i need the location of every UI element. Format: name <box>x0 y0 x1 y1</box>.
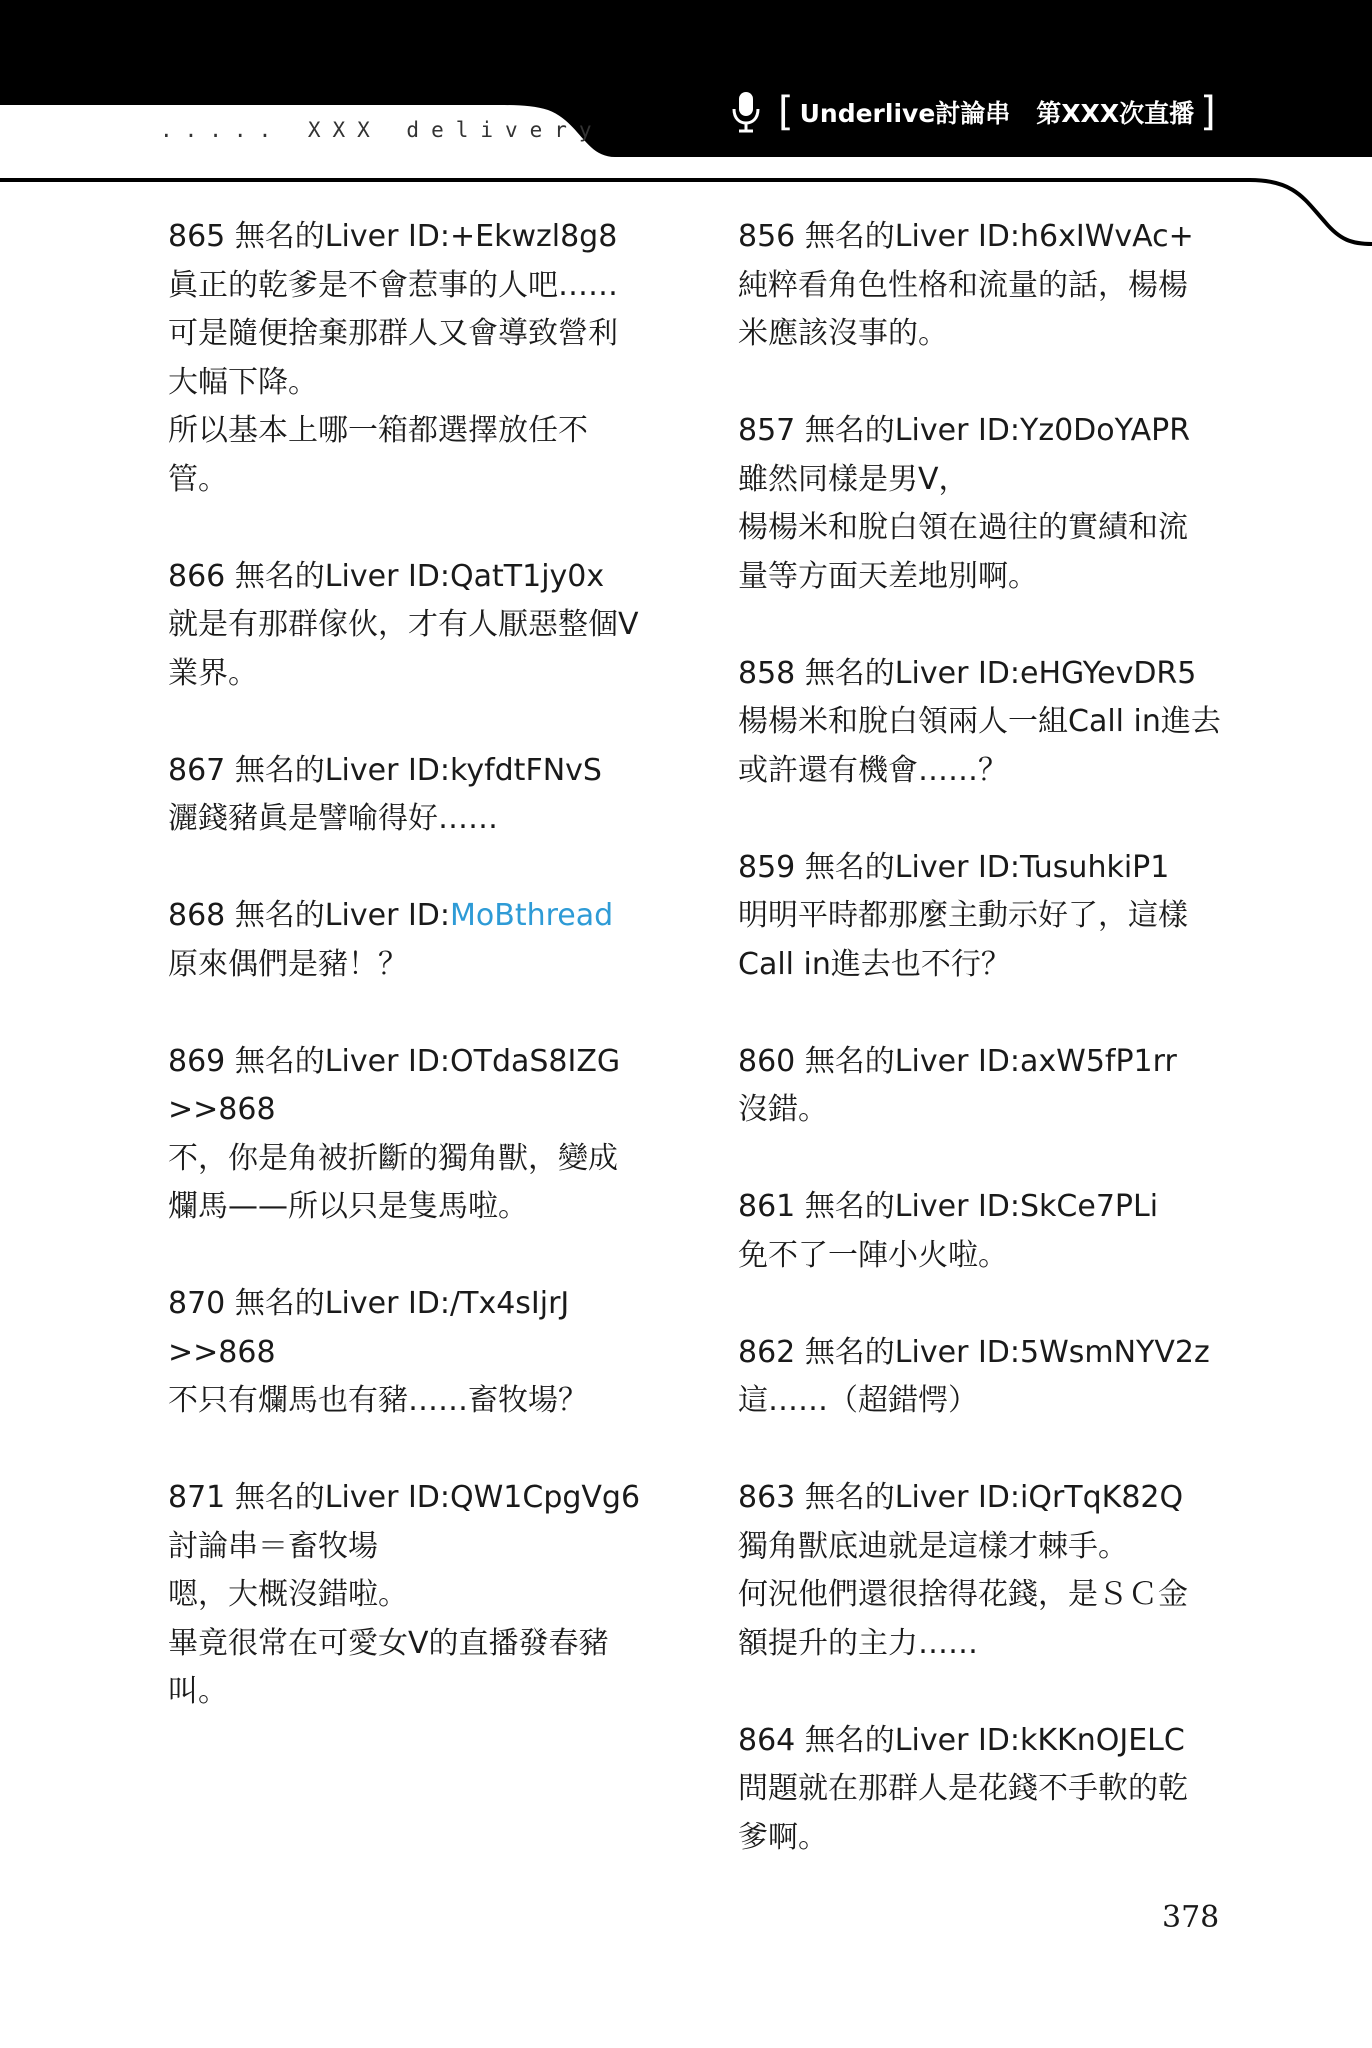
post <box>168 1474 658 1717</box>
stream-label: 第XXX次直播 <box>1036 99 1195 128</box>
poster-id: 5WsmNYV2z <box>1020 1334 1210 1370</box>
thread-title: Underlive討論串 <box>799 99 1011 128</box>
post-text-line: 大幅下降。 <box>168 364 318 400</box>
post-number: 860 <box>738 1043 796 1079</box>
poster-id-prefix: ID: <box>977 1480 1021 1515</box>
post-number: 856 <box>738 219 796 254</box>
poster-id-prefix: ID: <box>407 219 451 254</box>
post-text-line: 爛馬——所以只是隻馬啦。 <box>168 1189 528 1224</box>
post-text-line: 業界。 <box>168 655 258 691</box>
poster-id-prefix: ID: <box>407 558 451 594</box>
poster-id-prefix: ID: <box>977 1722 1021 1758</box>
poster-id-prefix: ID: <box>407 1480 451 1515</box>
poster-id: eHGYevDR5 <box>1020 655 1197 691</box>
poster-name: 無名的Liver <box>234 898 399 933</box>
post-header <box>168 213 658 262</box>
post-number: 865 <box>168 219 226 254</box>
post-number: 863 <box>738 1480 796 1515</box>
post-text-line: 原來偶們是豬！？ <box>168 946 408 982</box>
post-text-line: 不只有爛馬也有豬……畜牧場？ <box>168 1383 588 1418</box>
post-text-line: 所以基本上哪一箱都選擇放任不 <box>168 413 588 448</box>
poster-name: 無名的Liver <box>234 219 399 254</box>
post <box>168 747 658 844</box>
post-text-line: 沒錯。 <box>738 1092 828 1127</box>
poster-id-prefix: ID: <box>977 219 1021 254</box>
poster-id: iQrTqK82Q <box>1020 1480 1184 1515</box>
post-text-line: Call in進去也不行？ <box>738 946 1011 982</box>
post-number: 862 <box>738 1334 796 1370</box>
post-text-line: 不，你是角被折斷的獨角獸，變成 <box>168 1140 618 1176</box>
post-header <box>168 1038 658 1087</box>
poster-name: 無名的Liver <box>234 1286 399 1321</box>
poster-id-prefix: ID: <box>407 1286 451 1321</box>
bracket-open: [ <box>778 89 794 135</box>
post-number: 867 <box>168 752 226 788</box>
post-text-line: 明明平時都那麼主動示好了，這樣 <box>738 898 1188 933</box>
post-number: 868 <box>168 898 226 933</box>
post-header <box>168 1280 658 1329</box>
microphone-icon <box>730 90 762 134</box>
post-text-line: 額提升的主力…… <box>738 1625 978 1661</box>
poster-id-link[interactable]: MoBthread <box>450 898 614 933</box>
poster-name: 無名的Liver <box>234 1043 399 1079</box>
post-header <box>738 1717 1228 1766</box>
poster-id-prefix: ID: <box>407 898 451 933</box>
post-number: 858 <box>738 655 796 691</box>
poster-id: OTdaS8IZG <box>450 1043 621 1079</box>
poster-id: QW1CpgVg6 <box>450 1480 641 1515</box>
post-header <box>738 407 1228 456</box>
poster-id: /Tx4sIjrJ <box>450 1286 570 1321</box>
post-number: 870 <box>168 1286 226 1321</box>
post-text-line: 畢竟很常在可愛女V的直播發春豬 <box>168 1625 609 1661</box>
post <box>738 407 1228 601</box>
poster-id: kKKnOJELC <box>1020 1722 1185 1758</box>
post <box>738 1329 1228 1426</box>
poster-id-prefix: ID: <box>977 655 1021 691</box>
bracket-close: ] <box>1200 89 1216 135</box>
poster-name: 無名的Liver <box>234 1480 399 1515</box>
post <box>738 1038 1228 1135</box>
page-number: 378 <box>1162 1900 1220 1935</box>
poster-name: 無名的Liver <box>804 849 969 885</box>
post-text-line: 嗯，大概沒錯啦。 <box>168 1577 408 1612</box>
poster-id-prefix: ID: <box>977 1334 1021 1370</box>
post-text-line: 問題就在那群人是花錢不手軟的乾 <box>738 1771 1188 1806</box>
poster-name: 無名的Liver <box>234 752 399 788</box>
post-text-line: >>868 <box>168 1092 276 1127</box>
post <box>738 650 1228 796</box>
poster-id: +Ekwzl8g8 <box>450 219 618 254</box>
post-text-line: 這……（超錯愕） <box>738 1383 978 1418</box>
post-number: 866 <box>168 558 226 594</box>
poster-id-prefix: ID: <box>407 1043 451 1079</box>
running-title: ..... XXX delivery <box>160 118 604 142</box>
post-text-line: 爹啊。 <box>738 1819 828 1855</box>
post-text-line: 可是隨便捨棄那群人又會導致營利 <box>168 316 618 351</box>
post <box>168 213 658 504</box>
post-header <box>738 1183 1228 1232</box>
poster-id: QatT1jy0x <box>450 558 605 594</box>
post-header <box>738 650 1228 699</box>
thread-header <box>730 86 1222 138</box>
poster-name: 無名的Liver <box>804 1189 969 1224</box>
post-number: 871 <box>168 1480 226 1515</box>
post <box>738 844 1228 990</box>
post-number: 859 <box>738 849 796 885</box>
poster-name: 無名的Liver <box>804 1480 969 1515</box>
post <box>168 1280 658 1426</box>
post-text-line: 管。 <box>168 461 228 497</box>
post <box>168 553 658 699</box>
post-text-line: 灑錢豬眞是譬喻得好…… <box>168 801 498 836</box>
post <box>738 213 1228 359</box>
post-number: 864 <box>738 1722 796 1758</box>
post-text-line: 楊楊米和脫白領兩人一組Call in進去 <box>738 704 1221 739</box>
post-text-line: 或許還有機會……？ <box>738 752 1008 788</box>
post-text-line: 純粹看角色性格和流量的話，楊楊 <box>738 267 1188 303</box>
post-text-line: 眞正的乾爹是不會惹事的人吧…… <box>168 267 618 303</box>
poster-name: 無名的Liver <box>804 1043 969 1079</box>
post-text-line: 楊楊米和脫白領在過往的實績和流 <box>738 510 1188 545</box>
left-column <box>168 213 658 1765</box>
right-column <box>738 213 1228 1911</box>
post-header <box>738 1329 1228 1378</box>
post <box>738 1474 1228 1668</box>
poster-id: TusuhkiP1 <box>1020 849 1170 885</box>
poster-id-prefix: ID: <box>977 413 1021 448</box>
poster-id-prefix: ID: <box>977 849 1021 885</box>
post <box>168 892 658 989</box>
post <box>738 1183 1228 1280</box>
poster-id-prefix: ID: <box>977 1189 1021 1224</box>
poster-id: h6xIWvAc+ <box>1020 219 1194 254</box>
poster-id-prefix: ID: <box>407 752 451 788</box>
post-number: 869 <box>168 1043 226 1079</box>
post-header <box>738 844 1228 893</box>
post-text-line: >>868 <box>168 1334 276 1370</box>
post-text-line: 討論串＝畜牧場 <box>168 1528 378 1564</box>
post-text-line: 量等方面天差地別啊。 <box>738 558 1038 594</box>
poster-id: SkCe7PLi <box>1020 1189 1159 1224</box>
post-text-line: 就是有那群傢伙，才有人厭惡整個V <box>168 607 639 642</box>
post-header <box>168 747 658 796</box>
post-number: 861 <box>738 1189 796 1224</box>
post-header <box>168 1474 658 1523</box>
poster-id: axW5fP1rr <box>1020 1043 1177 1079</box>
poster-name: 無名的Liver <box>804 655 969 691</box>
post-text-line: 獨角獸底迪就是這樣才棘手。 <box>738 1528 1128 1564</box>
post-text-line: 免不了一陣小火啦。 <box>738 1237 1008 1273</box>
post-header <box>738 213 1228 262</box>
poster-name: 無名的Liver <box>804 413 969 448</box>
poster-name: 無名的Liver <box>804 1334 969 1370</box>
post-text-line: 雖然同樣是男V， <box>738 461 969 497</box>
post-text-line: 叫。 <box>168 1674 228 1709</box>
poster-name: 無名的Liver <box>804 1722 969 1758</box>
post <box>168 1038 658 1232</box>
poster-name: 無名的Liver <box>234 558 399 594</box>
post-header <box>168 892 658 941</box>
post-header <box>168 553 658 602</box>
post-number: 857 <box>738 413 796 448</box>
post-header <box>738 1038 1228 1087</box>
post-text-line: 米應該沒事的。 <box>738 316 948 351</box>
poster-id: Yz0DoYAPR <box>1020 413 1191 448</box>
poster-id: kyfdtFNvS <box>450 752 602 788</box>
post <box>738 1717 1228 1863</box>
poster-name: 無名的Liver <box>804 219 969 254</box>
post-text-line: 何況他們還很捨得花錢，是ＳＣ金 <box>738 1577 1188 1612</box>
poster-id-prefix: ID: <box>977 1043 1021 1079</box>
post-header <box>738 1474 1228 1523</box>
